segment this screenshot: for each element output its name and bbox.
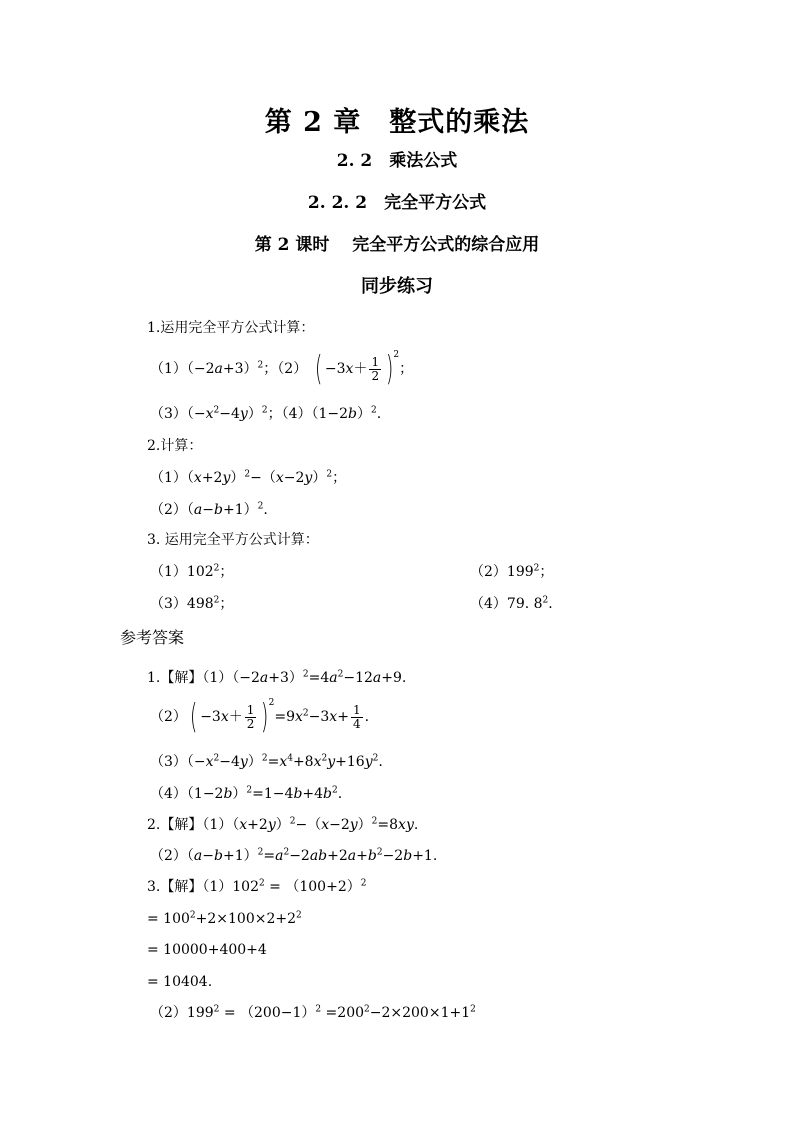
answer-2-part-2: $(2)(a-b+1)^2=a^2-2ab+2a+b^2-2b+1$. [150, 847, 438, 864]
answer-1-part-2: （2） ( −3 x ＋ $\frac{1}{2}$ ) 2 $=9x^2-3x+$ $\frac{1}{4}$ . [150, 697, 370, 737]
question-3-part-3-4: $(3)498^2$； （4）79. $8^2$. [150, 595, 553, 612]
question-2-stem: 2.计算： [147, 438, 203, 454]
answer-3-part-1-line-1: 3.【解】$(1)102^2 = (100+2)^2$ [147, 878, 367, 895]
answer-3-part-1-line-4: = 10404. [147, 974, 213, 990]
answer-1-part-3: $(3)(-x^2-4y)^2=x^4+8x^2y+16y^2$. [150, 753, 383, 770]
question-2-part-2: $(2)(a-b+1)^2$. [150, 501, 268, 518]
section-title: 2. 2 乘法公式 [336, 151, 458, 171]
question-2-part-1: $(1)(x+2y)^2-(x-2y)^2$； [150, 469, 347, 486]
question-1-part-3-4: $(3)(-x^2-4y)^2$；$(4)(1-2b)^2$. [150, 405, 382, 422]
question-1-part-1-2: $(1)(-2a+3)^2$；（2） ( −3 x ＋ $\frac{1}{2}$ ) 2 ； [150, 349, 414, 389]
answer-3-part-1-line-2: = $100^2+2\times 100\times 2+2^2$ [147, 910, 302, 927]
question-1-stem: 1.运用完全平方公式计算： [147, 320, 315, 336]
question-3-part-1-2: $(1)102^2$； $(2)199^2$； [150, 563, 554, 580]
chapter-title: 第 2 章 整式的乘法 [264, 107, 530, 138]
subsection-title: 2. 2. 2 完全平方公式 [307, 193, 487, 213]
lesson-title: 第 2 课时 完全平方公式的综合应用 [254, 235, 540, 255]
answer-2-part-1: 2.【解】$(1)(x+2y)^2-(x-2y)^2=8xy$. [147, 816, 419, 833]
question-3-stem: 3. 运用完全平方公式计算： [147, 532, 319, 548]
answers-heading: 参考答案 [120, 628, 185, 647]
answer-3-part-1-line-3: = 10000+400+4 [147, 942, 267, 958]
exercise-heading: 同步练习 [361, 276, 433, 297]
answer-1-part-4: $(4)(1-2b)^2=1-4b+4b^2$. [150, 785, 343, 802]
answer-3-part-2-line-1: $(2)199^2 = (200-1)^2 =200^2-2\times 200\times 1+1^2$ [150, 1004, 476, 1021]
answer-1-part-1: 1.【解】$(1)(-2a+3)^2=4a^2-12a+9$. [147, 669, 407, 686]
